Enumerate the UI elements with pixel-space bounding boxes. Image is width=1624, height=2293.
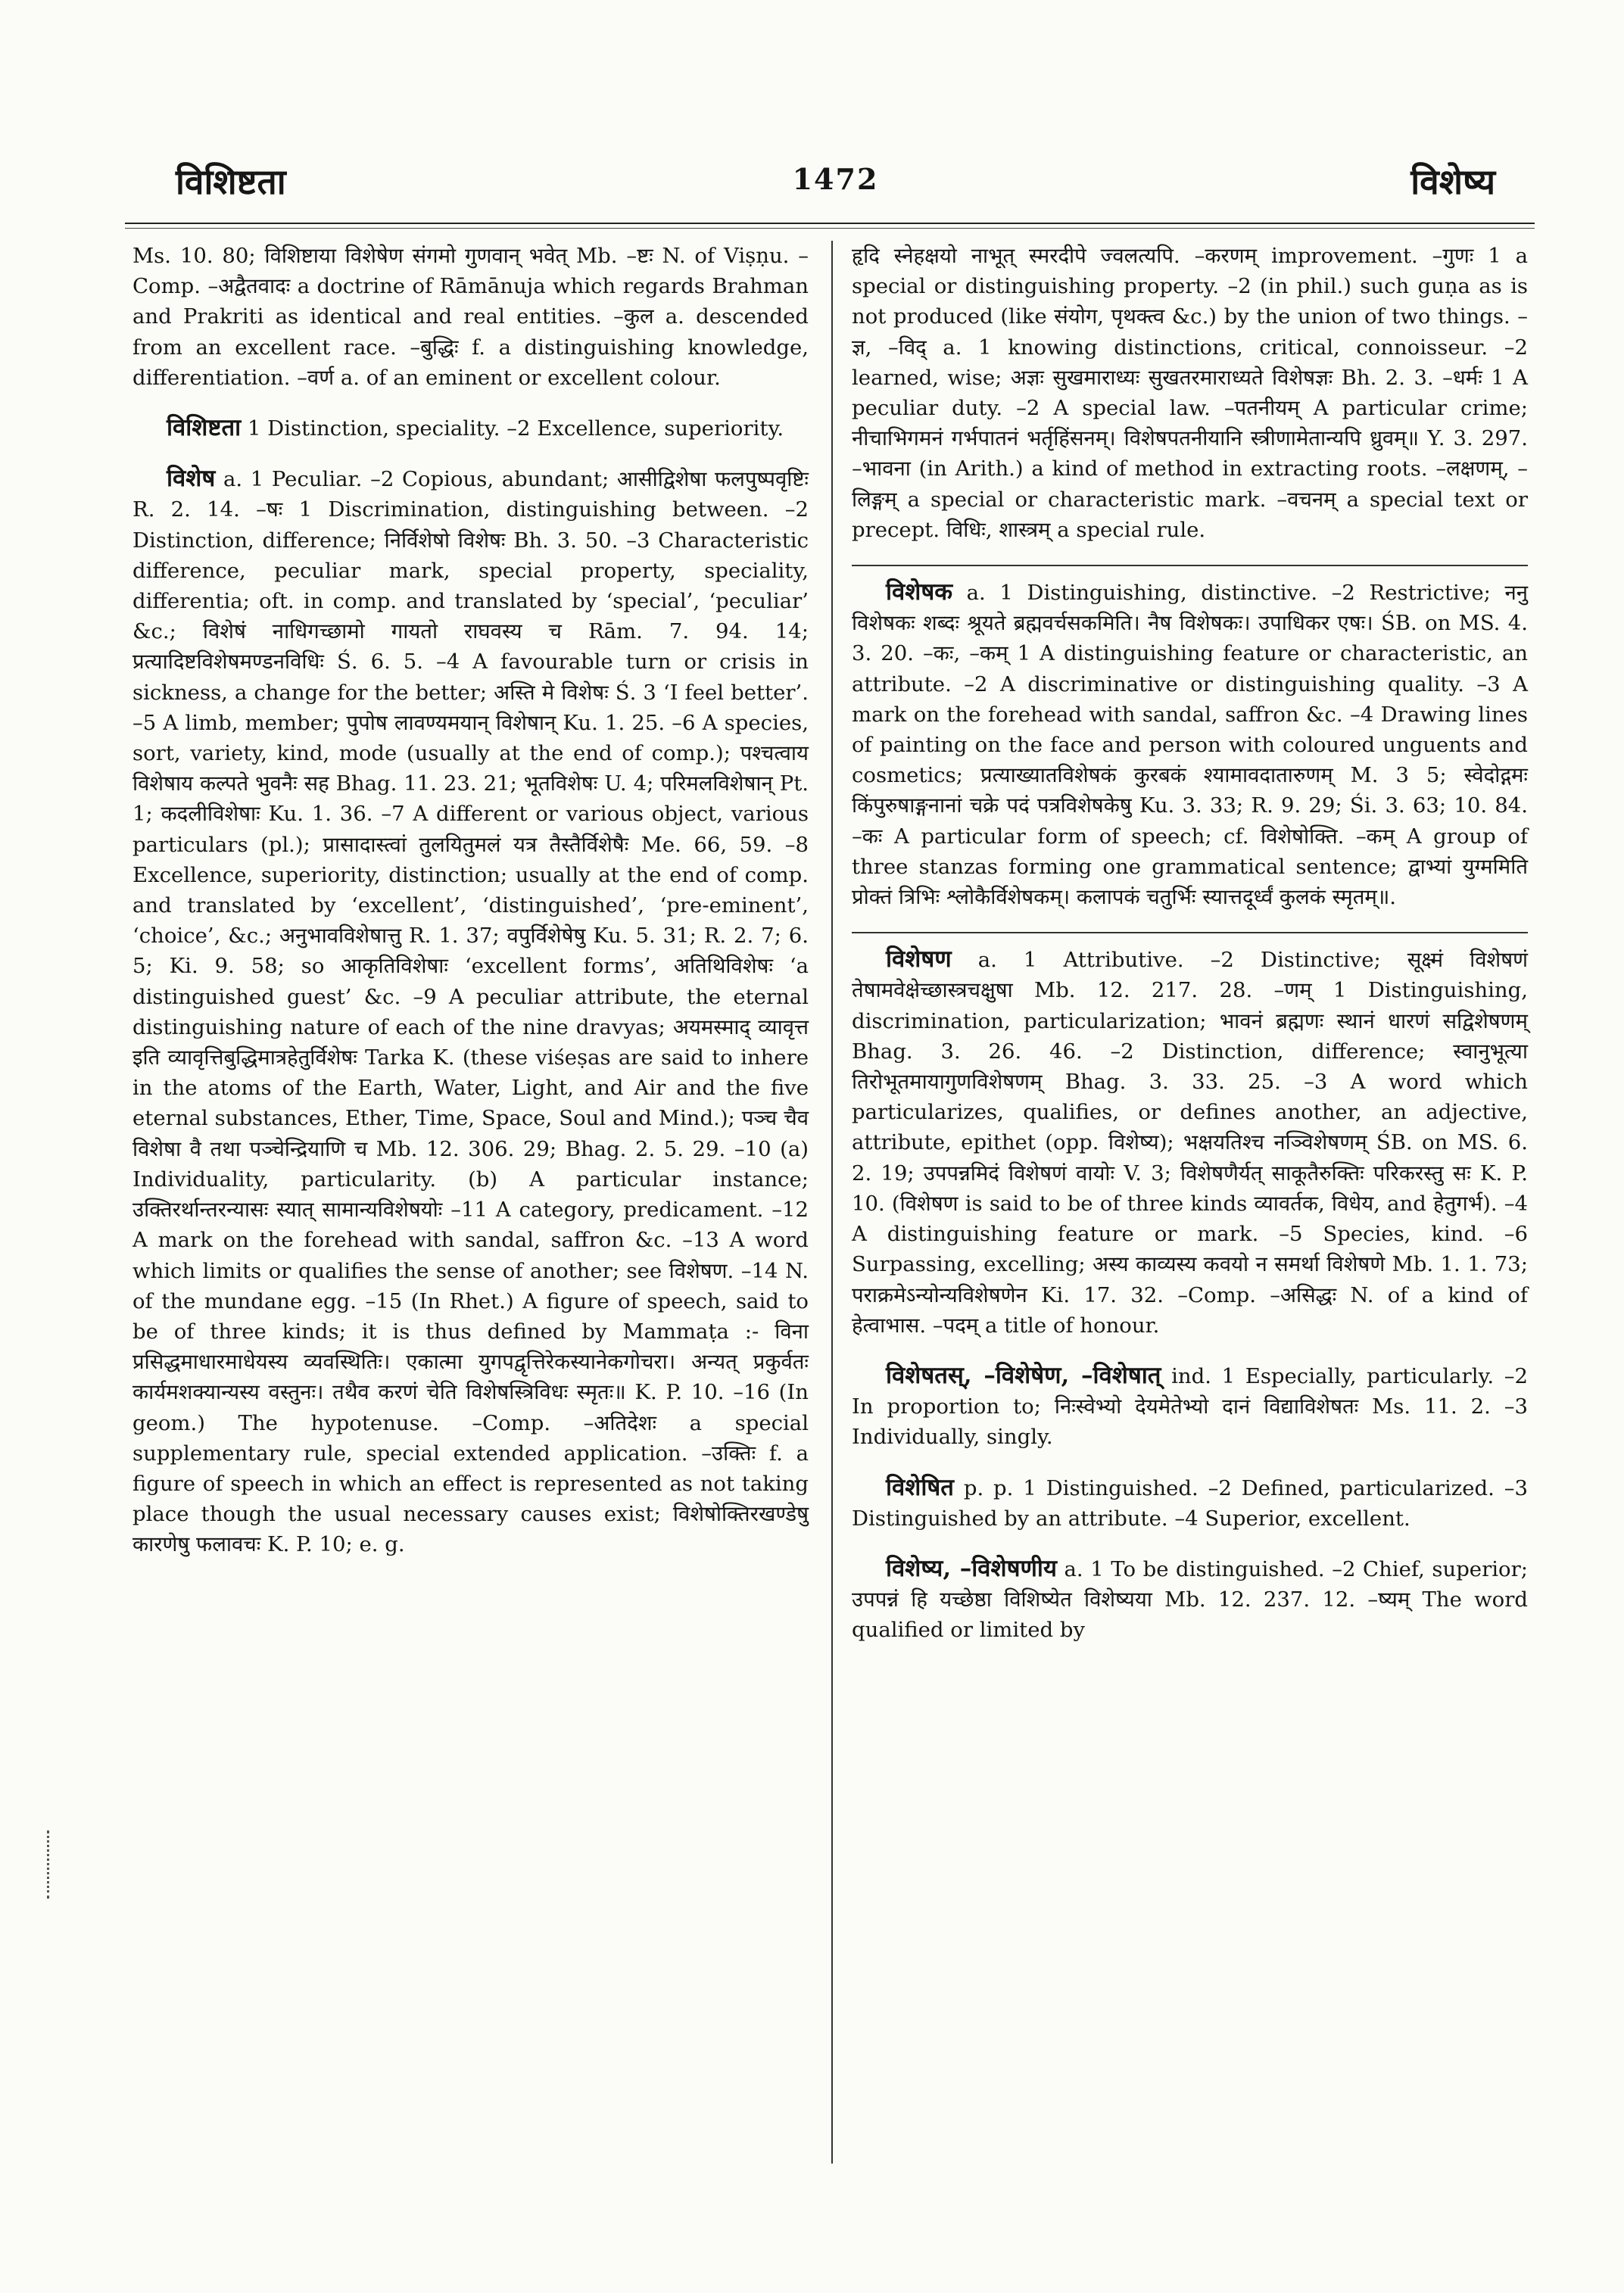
dictionary-entry <box>132 241 809 393</box>
header-right-headword: विशेष्य <box>1410 161 1495 202</box>
entry-text: a. 1 To be distinguished. –2 Chief, superior; उपपन्नं हि यच्छेष्ठा विशिष्येत विशेष्यया Mb. 12. 237. 12. –ष्यम् The word qualified or limited by <box>852 1556 1528 1643</box>
entry-headword: विशेषण <box>886 946 952 974</box>
dictionary-entry <box>132 413 809 444</box>
right-column <box>852 241 1528 1665</box>
entry-text: Ms. 10. 80; विशिष्टाया विशेषेण संगमो गुणवान् भवेत् Mb. –ष्टः N. of Viṣṇu. –Comp. –अद्वैतवादः a doctrine of Rāmānuja which regards Brahman and Prakriti as identical and real entities. –कुल a. descended from an excellent race. –बुद्धिः f. a distinguishing knowledge, differentiation. –वर्ण a. of an eminent or excellent colour. <box>132 244 809 390</box>
entry-headword: विशेष <box>167 465 216 493</box>
entry-text: a. 1 Peculiar. –2 Copious, abundant; आसीद्विशेषा फलपुष्पवृष्टिः R. 2. 14. –षः 1 Discrimination, distinguishing between. –2 Distinction, difference; निर्विशेषो विशेषः Bh. 3. 50. –3 Characteristic difference, peculiar mark, special property, speciality, differentia; oft. in comp. and translated by ‘special’, ‘peculiar’ &c.; विशेषं नाधिगच्छामो गायतो राघवस्य च Rām. 7. 94. 14; प्रत्यादिष्टविशेषमण्डनविधिः Ś. 6. 5. –4 A favourable turn or crisis in sickness, a change for the better; अस्ति मे विशेषः Ś. 3 ‘I feel better’. –5 A limb, member; पुपोष लावण्यमयान् विशेषान् Ku. 1. 25. –6 A species, sort, variety, kind, mode (usually at the end of comp.); पश्चत्वाय विशेषाय कल्पते भुवनैः सह Bhag. 11. 23. 21; भूतविशेषः U. 4; परिमलविशेषान् Pt. 1; कदलीविशेषाः Ku. 1. 36. –7 A different or various object, various particulars (pl.); प्रासादास्त्वां तुलयितुमलं यत्र तैस्तैर्विशेषैः Me. 66, 59. –8 Excellence, superiority, distinction; usually at the end of comp. and translated by ‘excellent’, ‘distinguished’, ‘pre-eminent’, ‘choice’, &c.; अनुभावविशेषात्तु R. 1. 37; वपुर्विशेषेषु Ku. 5. 31; R. 2. 7; 6. 5; Ki. 9. 58; so आकृतिविशेषाः ‘excellent forms’, अतिथिविशेषः ‘a distinguished guest’ &c. –9 A peculiar attribute, the eternal distinguishing nature of each of the nine dravyas; अयमस्माद् व्यावृत्त इति व्यावृत्तिबुद्धिमात्रहेतुर्विशेषः Tarka K. (these viśeṣas are said to inhere in the atoms of the Earth, Water, Light, and Air and the five eternal substances, Ether, Time, Space, Soul and Mind.); पञ्च चैव विशेषा वै तथा पञ्चेन्द्रियाणि च Mb. 12. 306. 29; Bhag. 2. 5. 29. –10 (a) Individuality, particularity. (b) A particular instance; उक्तिरर्थान्तरन्यासः स्यात् सामान्यविशेषयोः –11 A category, predicament. –12 A mark on the forehead with sandal, saffron &c. –13 A word which limits or qualifies the sense of another; see विशेषण. –14 N. of the mundane egg. –15 (In Rhet.) A figure of speech, said to be of three kinds; it is thus defined by Mammaṭa :- विना प्रसिद्धमाधारमाधेयस्य व्यवस्थितिः। एकात्मा युगपद्वृत्तिरेकस्यानेकगोचरा। अन्यत् प्रकुर्वतः कार्यमशक्यान्यस्य वस्तुनः। तथैव करणं चेति विशेषस्त्रिविधः स्मृतः॥ K. P. 10. –16 (In geom.) The hypotenuse. –Comp. –अतिदेशः a special supplementary rule, special extended application. –उक्तिः f. a figure of speech in which an effect is represented as not taking place though the usual necessary causes exist; विशेषोक्तिरखण्डेषु कारणेषु फलावचः K. P. 10; e. g. <box>132 467 809 1557</box>
header-rule <box>125 223 1535 224</box>
gutter-dots <box>47 1830 60 1899</box>
dictionary-entry <box>852 241 1528 545</box>
entry-headword: विशिष्टता <box>167 414 242 442</box>
entry-separator <box>852 932 1528 933</box>
column-divider <box>831 241 833 2164</box>
dictionary-entry <box>132 463 809 1559</box>
entry-headword: विशेषक <box>886 578 953 606</box>
header-left-headword: विशिष्टता <box>176 161 286 202</box>
entry-text: ind. 1 Especially, particularly. –2 In proportion to; निःस्वेभ्यो देयमेतेभ्यो दानं विद्याविशेषतः Ms. 11. 2. –3 Individually, singly. <box>852 1363 1528 1450</box>
dictionary-entry <box>852 944 1528 1341</box>
entry-headword: विशेष्य, –विशेषणीय <box>886 1554 1057 1582</box>
entry-headword: विशेषतस्, –विशेषेण, –विशेषात् <box>886 1361 1161 1389</box>
left-column <box>132 241 809 1580</box>
dictionary-entry <box>852 1360 1528 1453</box>
entry-text: a. 1 Attributive. –2 Distinctive; सूक्ष्मं विशेषणं तेषामवेक्षेच्छास्त्रचक्षुषा Mb. 12. 217. 28. –णम् 1 Distinguishing, discrimination, particularization; भावनं ब्रह्मणः स्थानं धारणं सद्विशेषणम् Bhag. 3. 26. 46. –2 Distinction, difference; स्वानुभूत्या तिरोभूतमायागुणविशेषणम् Bhag. 3. 33. 25. –3 A word which particularizes, qualifies, or defines another, an adjective, attribute, epithet (opp. विशेष्य); भक्षयतिश्च नञ्विशेषणम् ŚB. on MS. 6. 2. 19; उपपन्नमिदं विशेषणं वायोः V. 3; विशेषणैर्यत् साकूतैरुक्तिः परिकरस्तु सः K. P. 10. (विशेषण is said to be of three kinds व्यावर्तक, विधेय, and हेतुगर्भ). –4 A distinguishing feature or mark. –5 Species, kind. –6 Surpassing, excelling; अस्य काव्यस्य कवयो न समर्था विशेषणे Mb. 1. 1. 73; पराक्रमेऽन्योन्यविशेषणेन Ki. 17. 32. –Comp. –असिद्धः N. of a kind of हेत्वाभास. –पदम् a title of honour. <box>852 948 1528 1338</box>
header-rule-thin <box>125 228 1535 229</box>
entry-text: a. 1 Distinguishing, distinctive. –2 Restrictive; ननु विशेषकः शब्दः श्रूयते ब्रह्मवर्चसकमिति। नैष विशेषकः। उपाधिकर एषः। ŚB. on MS. 4. 3. 20. –कः, –कम् 1 A distinguishing feature or characteristic, an attribute. –2 A discriminative or distinguishing quality. –3 A mark on the forehead with sandal, saffron &c. –4 Drawing lines of painting on the face and person with coloured unguents and cosmetics; प्रत्याख्यातविशेषकं कुरबकं श्यामावदातारुणम् M. 3 5; स्वेदोद्गमः किंपुरुषाङ्गनानां चक्रे पदं पत्रविशेषकेषु Ku. 3. 33; R. 9. 29; Śi. 3. 63; 10. 84. –कः A particular form of speech; cf. विशेषोक्ति. –कम् A group of three stanzas forming one grammatical sentence; द्वाभ्यां युग्ममिति प्रोक्तं त्रिभिः श्लोकैर्विशेषकम्। कलापकं चतुर्भिः स्यात्तदूर्ध्वं कुलकं स्मृतम्॥. <box>852 581 1528 910</box>
entry-text: हृदि स्नेहक्षयो नाभूत् स्मरदीपे ज्वलत्यपि. –करणम् improvement. –गुणः 1 a special or distinguishing property. –2 (in phil.) such guṇa as is not produced (like संयोग, पृथक्त्व &c.) by the union of two things. –ज्ञ, –विद् a. 1 knowing distinctions, critical, connoisseur. –2 learned, wise; अज्ञः सुखमाराध्यः सुखतरमाराध्यते विशेषज्ञः Bh. 2. 3. –धर्मः 1 A peculiar duty. –2 A special law. –पतनीयम् A particular crime; नीचाभिगमनं गर्भपातनं भर्तृहिंसनम्। विशेषपतनीयानि स्त्रीणामेतान्यपि ध्रुवम्॥ Y. 3. 297. –भावना (in Arith.) a kind of method in extracting roots. –लक्षणम्, –लिङ्गम् a special or characteristic mark. –वचनम् a special text or precept. विधिः, शास्त्रम् a special rule. <box>852 244 1528 542</box>
dictionary-entry <box>852 1553 1528 1646</box>
running-header <box>176 157 1495 210</box>
entry-headword: विशेषित <box>886 1473 954 1501</box>
entry-separator <box>852 565 1528 566</box>
dictionary-entry <box>852 577 1528 912</box>
entry-text: 1 Distinction, speciality. –2 Excellence, superiority. <box>247 416 784 441</box>
entry-text: p. p. 1 Distinguished. –2 Defined, particularized. –3 Distinguished by an attribute. –4 Superior, excellent. <box>852 1475 1528 1531</box>
page-number: 1472 <box>792 162 879 196</box>
dictionary-entry <box>852 1472 1528 1534</box>
